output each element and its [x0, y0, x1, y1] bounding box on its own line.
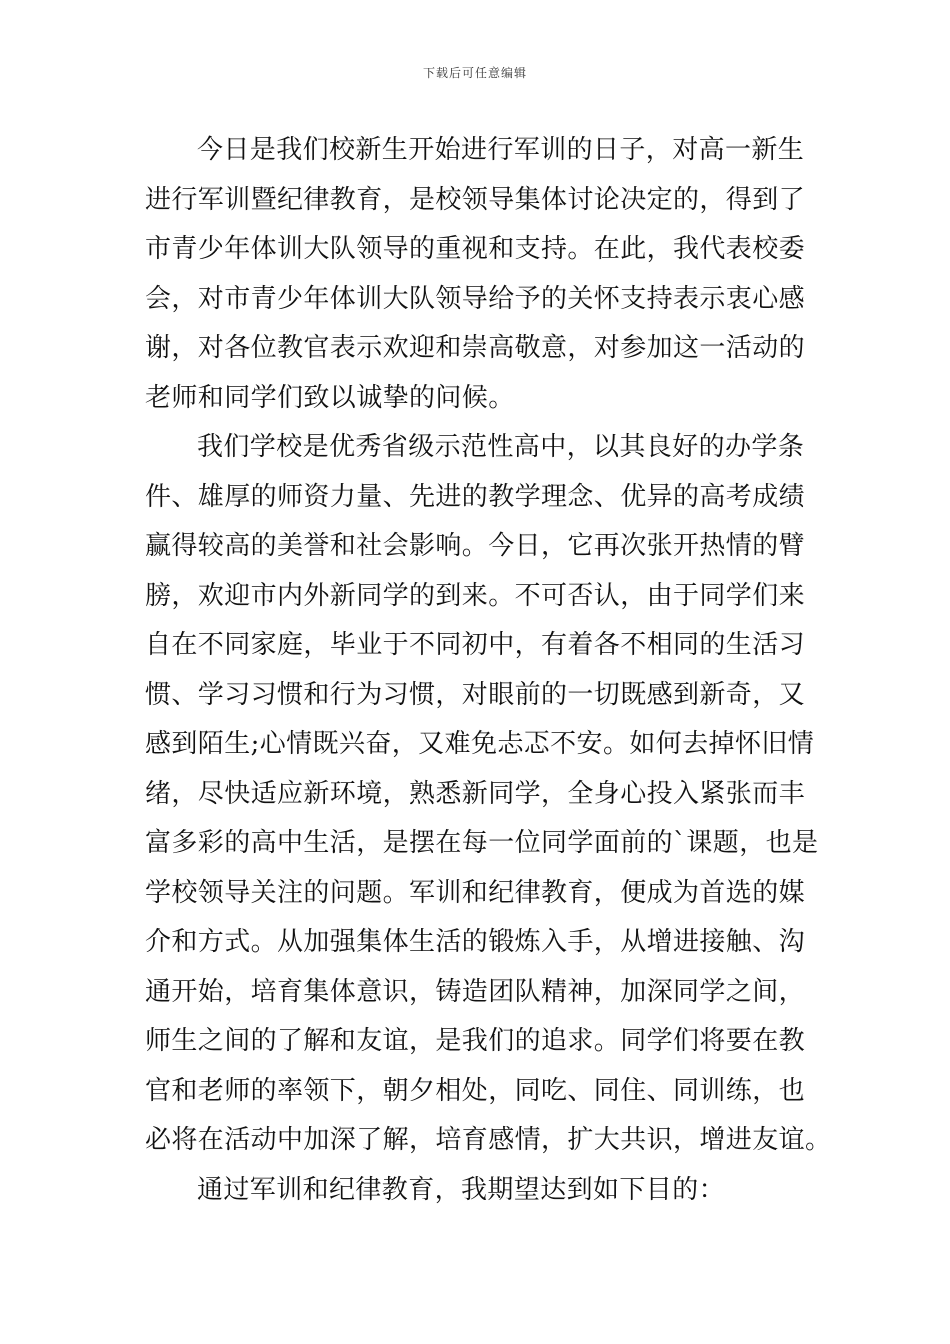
paragraph-2: [145, 423, 832, 1166]
text-line: 谢，对各位教官表示欢迎和崇高敬意，对参加这一活动的: [145, 333, 806, 363]
text-line: 我们学校是优秀省级示范性高中，以其良好的办学条: [197, 432, 805, 462]
paragraph-1: [145, 126, 815, 423]
text-line: 师生之间的了解和友谊，是我们的追求。同学们将要在教: [145, 1026, 806, 1056]
text-line: 件、雄厚的师资力量、先进的教学理念、优异的高考成绩: [145, 481, 806, 512]
text-line: 通开始，培育集体意识，铸造团队精神，加深同学之间，: [145, 976, 806, 1007]
text-line: 学校领导关注的问题。军训和纪律教育，便成为首选的媒: [145, 877, 806, 908]
text-line: 官和老师的率领下，朝夕相处，同吃、同住、同训练，也: [145, 1075, 806, 1106]
paragraph-3: [145, 1166, 815, 1216]
text-line: 通过军训和纪律教育，我期望达到如下目的：: [197, 1174, 726, 1205]
text-line: 今日是我们校新生开始进行军训的日子，对高一新生: [197, 135, 805, 165]
text-line: 赢得较高的美誉和社会影响。今日，它再次张开热情的臂: [145, 531, 806, 561]
text-line: 会，对市青少年体训大队领导给予的关怀支持表示衷心感: [145, 283, 806, 314]
text-line: 进行军训暨纪律教育，是校领导集体讨论决定的，得到了: [145, 184, 806, 215]
text-line: 感到陌生;心情既兴奋，又难免忐忑不安。如何去掉怀旧情: [145, 729, 815, 759]
text-line: 介和方式。从加强集体生活的锻炼入手，从增进接触、沟: [145, 927, 806, 957]
text-line: 市青少年体训大队领导的重视和支持。在此，我代表校委: [145, 234, 806, 264]
header-note: 下载后可任意编辑: [422, 66, 527, 80]
text-line: 自在不同家庭，毕业于不同初中，有着各不相同的生活习: [145, 630, 806, 660]
text-line: 膀，欢迎市内外新同学的到来。不可否认，由于同学们来: [145, 580, 806, 611]
document-body: [145, 126, 832, 1215]
text-line: 惯、学习习惯和行为习惯，对眼前的一切既感到新奇，又: [145, 679, 806, 710]
text-line: 必将在活动中加深了解，培育感情，扩大共识，增进友谊。: [145, 1125, 832, 1155]
text-line: 绪，尽快适应新环境，熟悉新同学，全身心投入紧张而丰: [145, 778, 806, 809]
text-line: 富多彩的高中生活，是摆在每一位同学面前的`课题，也是: [145, 828, 819, 858]
text-line: 老师和同学们致以诚挚的问候。: [145, 382, 515, 413]
